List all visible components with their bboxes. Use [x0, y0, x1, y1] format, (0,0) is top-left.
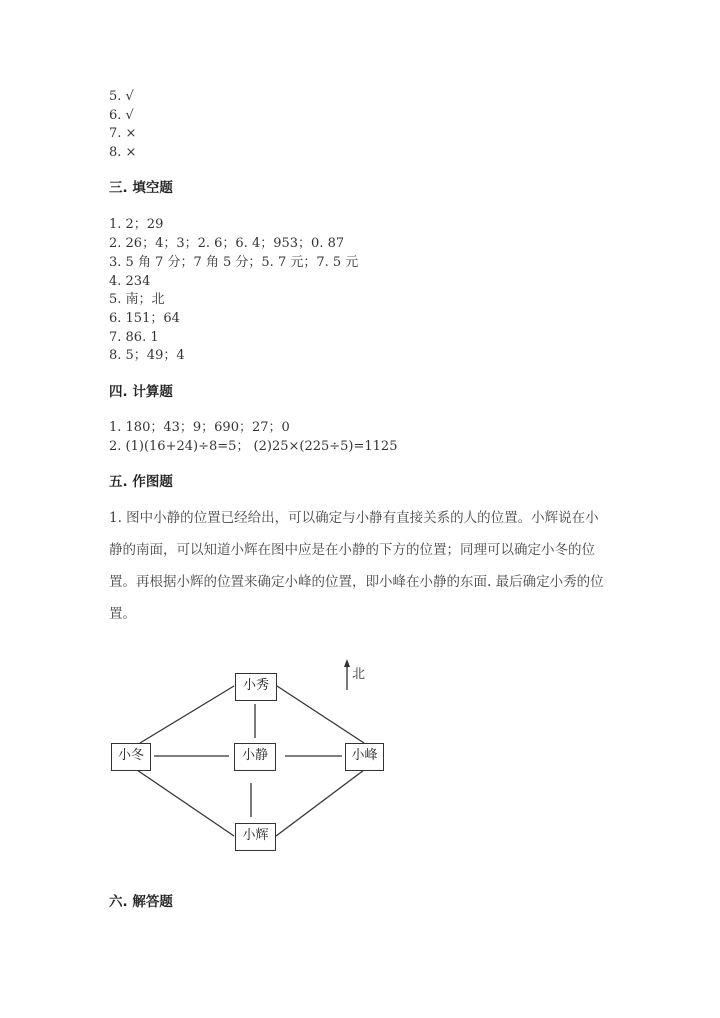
explanation-paragraph: 1. 图中小静的位置已经给出，可以确定与小静有直接关系的人的位置。小辉说在小静的南面，可以知道小辉在图中应是在小静的下方的位置；同理可以确定小冬的位置。再根据小辉的位置来确定小峰的位置，即小峰在小静的东面. 最后确定小秀的位置。 [109, 510, 604, 622]
answer-line: 4. 234 [109, 274, 151, 289]
node-xiaohui: 小辉 [235, 823, 276, 851]
section-heading: 五. 作图题 [109, 474, 173, 490]
section-heading: 四. 计算题 [109, 384, 173, 400]
node-xiaofeng: 小峰 [345, 743, 384, 771]
north-label: 北 [352, 667, 366, 682]
answer-line: 6. √ [109, 108, 134, 123]
section-heading: 三. 填空题 [109, 180, 173, 196]
section-heading: 六. 解答题 [109, 894, 173, 910]
answer-line: 7. × [109, 126, 137, 141]
answer-line: 7. 86. 1 [109, 330, 159, 345]
answer-line: 2. (1)(16+24)÷8=5； (2)25×(225÷5)=1125 [109, 439, 398, 454]
answer-line: 2. 26；4；3；2. 6；6. 4；953；0. 87 [109, 236, 345, 251]
answer-line: 5. √ [109, 89, 134, 104]
answer-line: 3. 5 角 7 分；7 角 5 分；5. 7 元；7. 5 元 [109, 255, 359, 270]
answer-line: 6. 151；64 [109, 311, 180, 326]
answer-line: 1. 2；29 [109, 217, 164, 232]
answer-line: 5. 南；北 [109, 292, 165, 307]
answer-line: 8. 5；49；4 [109, 348, 185, 363]
node-xiaodong: 小冬 [111, 743, 151, 771]
answer-line: 8. × [109, 145, 137, 160]
node-xiaojing: 小静 [234, 743, 276, 771]
answer-line: 1. 180；43；9；690；27；0 [109, 420, 290, 435]
node-xiaoxiu: 小秀 [235, 673, 277, 701]
